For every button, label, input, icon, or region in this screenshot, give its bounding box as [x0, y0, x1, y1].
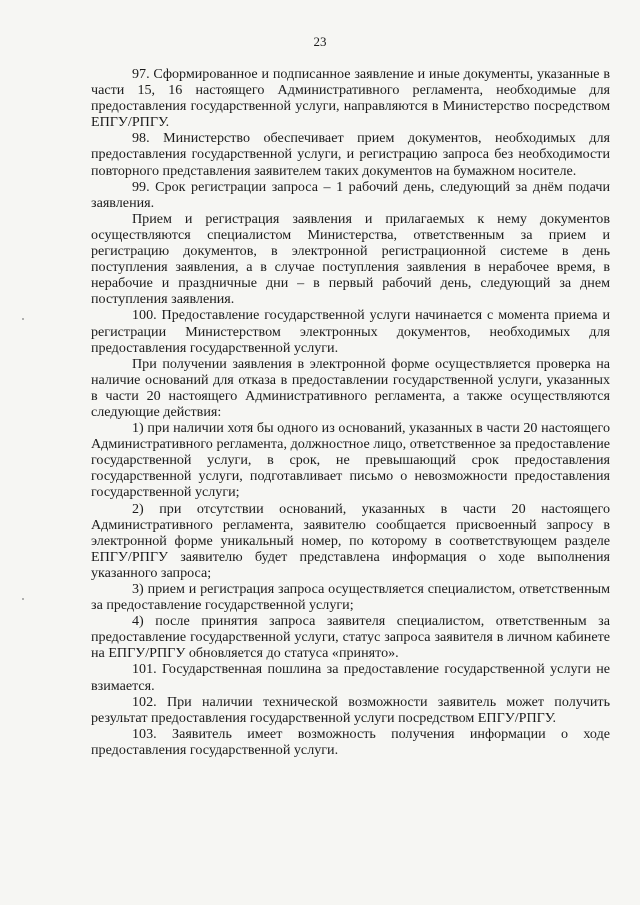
- paragraph-100: 100. Предоставление государственной услуги начинается с момента приема и регистрации Министерством электронных документов, необходимых для предоставления государственной услуги.: [91, 307, 610, 356]
- list-item-2: 2) при отсутствии оснований, указанных в части 20 настоящего Административного регламента, заявителю сообщается присвоенный запросу в электронной форме уникальный номер, по которому в соответствующем разделе ЕПГУ/РПГУ заявителю будет представлена информация о ходе выполнения указанного запроса;: [91, 500, 610, 581]
- document-body: [91, 66, 610, 758]
- paragraph-98: 98. Министерство обеспечивает прием документов, необходимых для предоставления государственной услуги, и регистрацию запроса без необходимости повторного представления заявителем таких документов на бумажном носителе.: [91, 130, 610, 179]
- list-item-4: 4) после принятия запроса заявителя специалистом, ответственным за предоставление государственной услуги, статус запроса заявителя в личном кабинете на ЕПГУ/РПГУ обновляется до статуса «принято».: [91, 613, 610, 662]
- paragraph-reception: Прием и регистрация заявления и прилагаемых к нему документов осуществляются специалистом Министерства, ответственным за прием и регистрацию документов, в электронной регистрационной системе в день поступления заявления, а в случае поступления заявления в нерабочее время, в нерабочие и праздничные дни – в первый рабочий день, следующий за днем поступления заявления.: [91, 210, 610, 308]
- page-number: 23: [313, 34, 327, 49]
- scan-mark: [22, 318, 24, 320]
- paragraph-97: 97. Сформированное и подписанное заявление и иные документы, указанные в части 15, 16 настоящего Административного регламента, необходимые для предоставления государственной услуги, направляются в Министерство посредством ЕПГУ/РПГУ.: [91, 66, 610, 131]
- scan-mark: [22, 598, 24, 600]
- paragraph-check: При получении заявления в электронной форме осуществляется проверка на наличие оснований для отказа в предоставлении государственной услуги, указанных в части 20 настоящего Административного регламента, а также осуществляются следующие действия:: [91, 355, 610, 420]
- list-item-3: 3) прием и регистрация запроса осуществляется специалистом, ответственным за предоставление государственной услуги;: [91, 581, 610, 614]
- paragraph-101: 101. Государственная пошлина за предоставление государственной услуги не взимается.: [91, 661, 610, 694]
- paragraph-99: 99. Срок регистрации запроса – 1 рабочий день, следующий за днём подачи заявления.: [91, 178, 610, 211]
- paragraph-103: 103. Заявитель имеет возможность получения информации о ходе предоставления государственной услуги.: [91, 725, 610, 758]
- paragraph-102: 102. При наличии технической возможности заявитель может получить результат предоставления государственной услуги посредством ЕПГУ/РПГУ.: [91, 693, 610, 726]
- list-item-1: 1) при наличии хотя бы одного из оснований, указанных в части 20 настоящего Административного регламента, должностное лицо, ответственное за предоставление государственной услуги, в срок, не превышающий срок предоставления государственной услуги, подготавливает письмо о невозможности предоставления государственной услуги;: [91, 420, 610, 501]
